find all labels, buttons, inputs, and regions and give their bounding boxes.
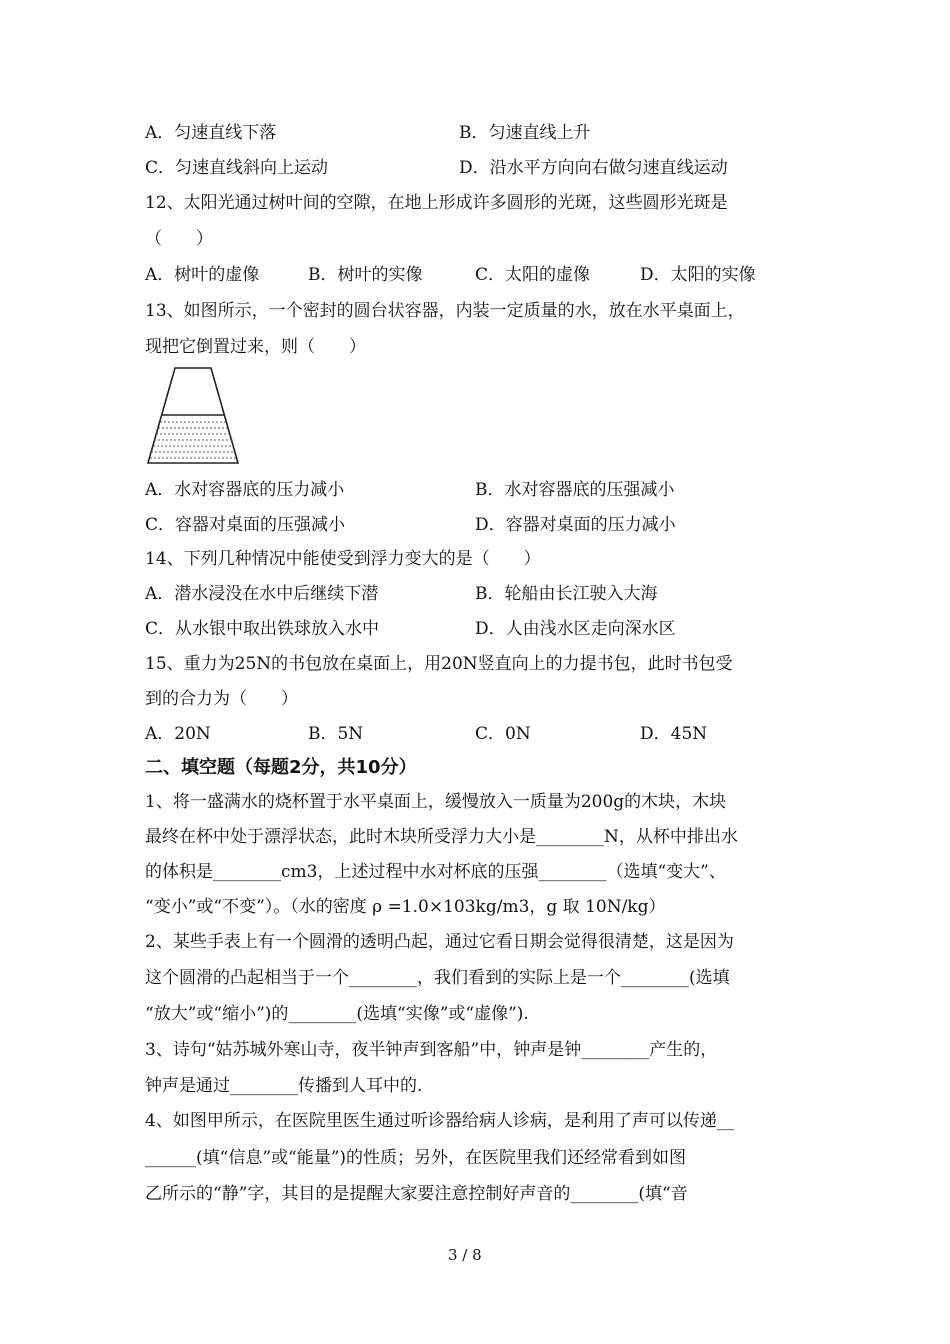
f1-line-1: 1、将一盛满水的烧杯置于水平桌面上，缓慢放入一质量为200g的木块，木块 bbox=[145, 792, 727, 812]
q15-option-d: D．45N bbox=[640, 724, 708, 744]
q12-option-b: B．树叶的实像 bbox=[308, 265, 423, 285]
q15-option-b: B．5N bbox=[308, 724, 364, 744]
q12-stem: 12、太阳光通过树叶间的空隙，在地上形成许多圆形的光斑，这些圆形光斑是 bbox=[145, 193, 728, 213]
q13-stem: 13、如图所示，一个密封的圆台状容器，内装一定质量的水，放在水平桌面上， bbox=[145, 301, 745, 321]
f1-line-4: “变小”或“不变”）。（水的密度 ρ =1.0×103kg/m3，g 取 10N/kg） bbox=[145, 897, 666, 917]
f2-line-1: 2、某些手表上有一个圆滑的透明凸起，通过它看日期会觉得很清楚，这是因为 bbox=[145, 932, 734, 952]
q11-option-b: B．匀速直线上升 bbox=[459, 123, 591, 143]
q14-option-b: B．轮船由长江驶入大海 bbox=[475, 584, 658, 604]
f2-line-3: “放大”或“缩小”)的________(选填“实像”或“虚像”). bbox=[145, 1004, 529, 1024]
q13-option-b: B．水对容器底的压强减小 bbox=[475, 480, 675, 500]
f1-line-2: 最终在杯中处于漂浮状态，此时木块所受浮力大小是________N，从杯中排出水 bbox=[145, 827, 738, 847]
q12-option-c: C．太阳的虚像 bbox=[475, 265, 591, 285]
q13-option-d: D．容器对桌面的压力减小 bbox=[475, 515, 676, 535]
q13-option-c: C．容器对桌面的压强减小 bbox=[145, 515, 346, 535]
f4-line-3: 乙所示的“静”字，其目的是提醒大家要注意控制好声音的________(填“音 bbox=[145, 1184, 688, 1204]
f4-line-1: 4、如图甲所示，在医院里医生通过听诊器给病人诊病，是利用了声可以传递__ bbox=[145, 1111, 734, 1131]
q14-option-a: A．潜水浸没在水中后继续下潜 bbox=[145, 584, 379, 604]
q14-option-d: D．人由浅水区走向深水区 bbox=[475, 619, 676, 639]
q11-option-a: A．匀速直线下落 bbox=[145, 123, 277, 143]
f2-line-2: 这个圆滑的凸起相当于一个________，我们看到的实际上是一个________(选填 bbox=[145, 968, 730, 988]
f1-line-3: 的体积是________cm3，上述过程中水对杯底的压强________（选填“变大”、 bbox=[145, 862, 726, 882]
q15-option-c: C．0N bbox=[475, 724, 531, 744]
f3-line-1: 3、诗句“姑苏城外寒山寺，夜半钟声到客船”中，钟声是钟________产生的， bbox=[145, 1040, 718, 1060]
q14-stem: 14、下列几种情况中能使受到浮力变大的是（ ） bbox=[145, 549, 541, 569]
q12-stem-bracket: （ ） bbox=[145, 229, 213, 249]
q15-stem: 15、重力为25N的书包放在桌面上，用20N竖直向上的力提书包，此时书包受 bbox=[145, 654, 733, 674]
f3-line-2: 钟声是通过________传播到人耳中的. bbox=[145, 1076, 423, 1096]
q15-stem-2: 到的合力为（ ） bbox=[145, 689, 298, 709]
q12-option-a: A．树叶的虚像 bbox=[145, 265, 260, 285]
q13-stem-2: 现把它倒置过来，则（ ） bbox=[145, 337, 366, 357]
q13-option-a: A．水对容器底的压力减小 bbox=[145, 480, 345, 500]
section-heading-fill-in: 二、填空题（每题2分，共10分） bbox=[145, 757, 417, 778]
q14-option-c: C．从水银中取出铁球放入水中 bbox=[145, 619, 380, 639]
q11-option-d: D．沿水平方向向右做匀速直线运动 bbox=[459, 158, 728, 178]
page-number: 3 / 8 bbox=[448, 1246, 482, 1264]
q15-option-a: A．20N bbox=[145, 724, 211, 744]
f4-line-2: ______(填“信息”或“能量”)的性质；另外，在医院里我们还经常看到如图 bbox=[145, 1148, 687, 1168]
q12-option-d: D．太阳的实像 bbox=[640, 265, 756, 285]
q11-option-c: C．匀速直线斜向上运动 bbox=[145, 158, 329, 178]
frustum-container-figure bbox=[145, 366, 241, 466]
